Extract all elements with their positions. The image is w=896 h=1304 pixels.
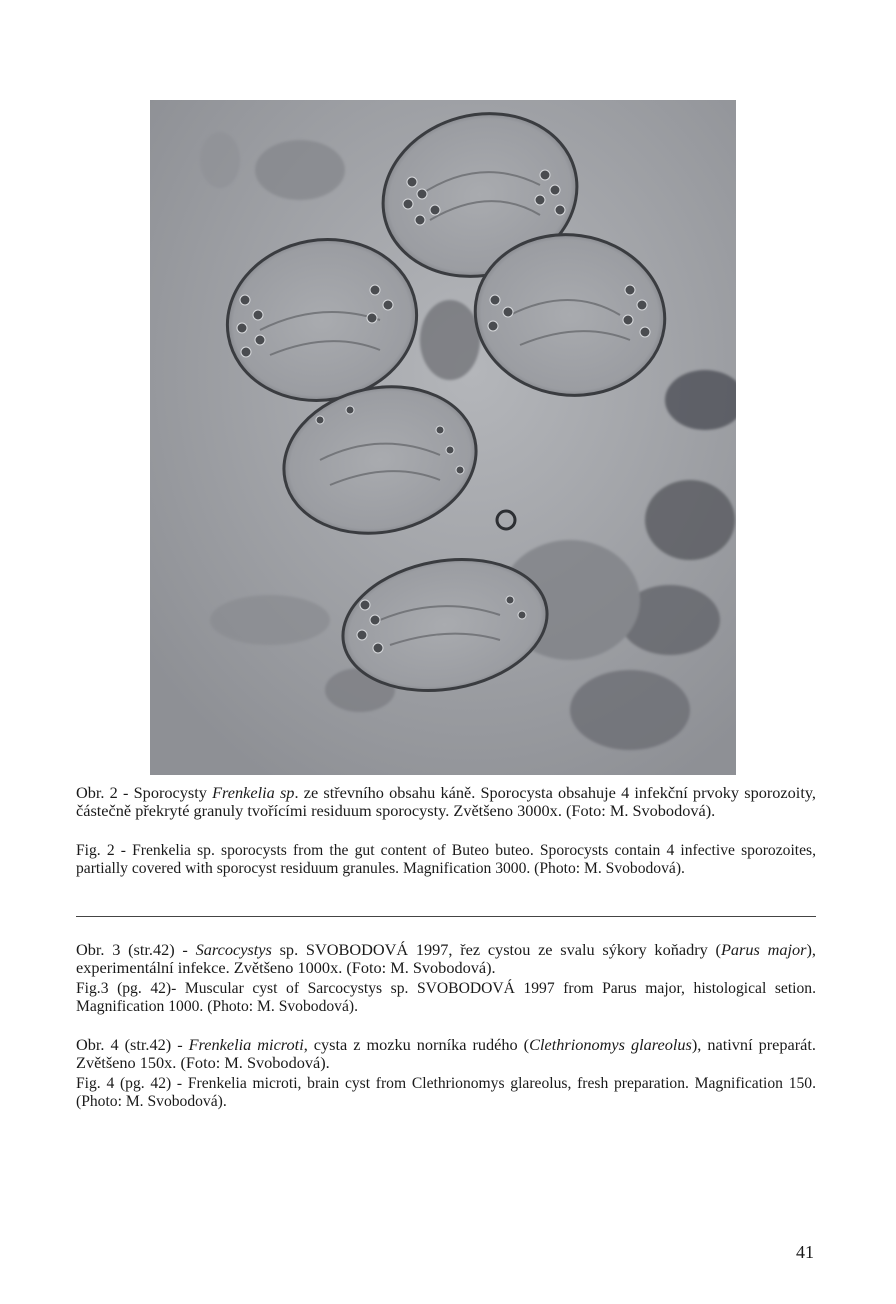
figure-4-caption-cs: Obr. 4 (str.42) - Frenkelia microti, cysta z mozku norníka rudého (Clethrionomys glareolus), nativní preparát. Zvětšeno 150x. (Foto: M. Svobodová). — [76, 1035, 816, 1072]
page-number: 41 — [796, 1242, 814, 1262]
section-divider — [76, 916, 816, 917]
sporocysts-image — [150, 100, 736, 775]
micrograph-photo — [150, 100, 736, 775]
figure-2-caption-en: Fig. 2 - Frenkelia sp. sporocysts from the gut content of Buteo buteo. Sporocysts contain 4 infective sporozoites, partially covered with sporocyst residuum granules. Magnification 3000. (Photo: M. Svobodová). — [76, 842, 816, 877]
figure-3-caption-en: Fig.3 (pg. 42)- Muscular cyst of Sarcocystys sp. SVOBODOVÁ 1997 from Parus major, histological setion. Magnification 1000. (Photo: M. Svobodová). — [76, 980, 816, 1015]
figure-4-caption-en: Fig. 4 (pg. 42) - Frenkelia microti, brain cyst from Clethrionomys glareolus, fresh preparation. Magnification 150. (Photo: M. Svobodová). — [76, 1075, 816, 1110]
figure-2-caption-cs: Obr. 2 - Sporocysty Frenkelia sp. ze střevního obsahu káně. Sporocysta obsahuje 4 infekční prvoky sporozoity, částečně překryté granuly tvořícími residuum sporocysty. Zvětšeno 3000x. (Foto: M. Svobodová). — [76, 783, 816, 820]
figure-3-caption-cs: Obr. 3 (str.42) - Sarcocystys sp. SVOBODOVÁ 1997, řez cystou ze svalu sýkory koňadry (Parus major), experimentální infekce. Zvětšeno 1000x. (Foto: M. Svobodová). — [76, 940, 816, 977]
